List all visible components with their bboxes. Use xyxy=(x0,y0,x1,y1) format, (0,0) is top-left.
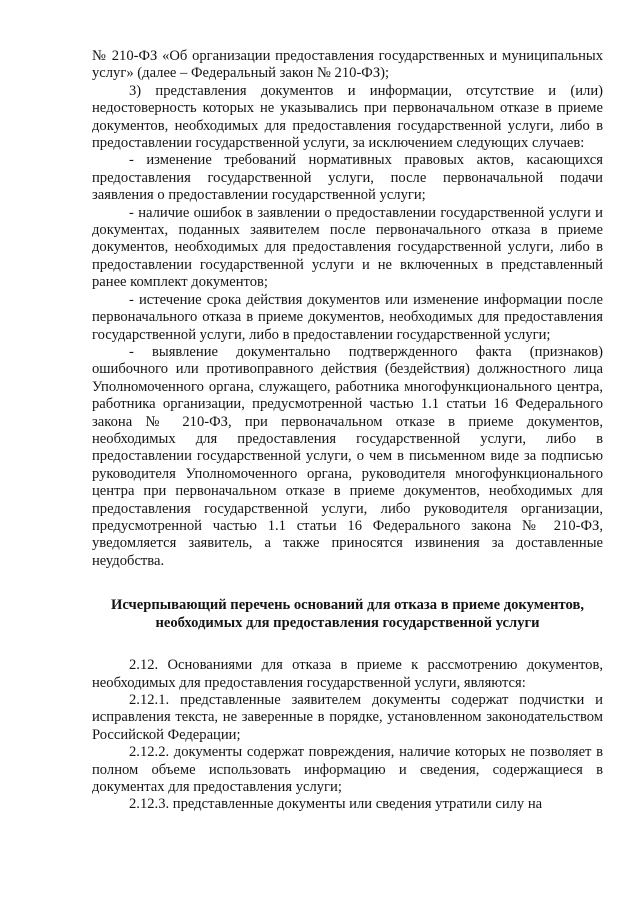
paragraph-item-3: 3) представления документов и информации, отсутствие и (или) недостоверность которых не указывались при первоначальном отказе в приеме документов, необходимых для предоставления государственной услуги, либо в предоставлении государственной услуги, за исключением следующих случаев: xyxy=(92,82,603,152)
paragraph-2-12-1: 2.12.1. представленные заявителем документы содержат подчистки и исправления текста, не заверенные в порядке, установленном законодательством Российской Федерации; xyxy=(92,692,603,743)
paragraph-2-12: 2.12. Основаниями для отказа в приеме к рассмотрению документов, необходимых для предоставления государственной услуги, являются: xyxy=(92,657,603,691)
document-body xyxy=(92,48,603,814)
paragraph-2-12-3: 2.12.3. представленные документы или сведения утратили силу на xyxy=(129,796,543,813)
spacer xyxy=(92,632,603,657)
paragraph-exception-wrongful-action: - выявление документально подтвержденного факта (признаков) ошибочного или противоправного действия (бездействия) должностного лица Уполномоченного органа, служащего, работника многофункционального центра, работника организации, предусмотренной частью 1.1 статьи 16 Федерального закона № 210-ФЗ, при первоначальном отказе в приеме документов, необходимых для предоставления государственной услуги, либо в предоставлении государственной услуги, о чем в письменном виде за подписью руководителя Уполномоченного органа, руководителя многофункционального центра при первоначальном отказе в приеме документов, необходимых для предоставления государственной услуги, либо руководителя организации, предусмотренной частью 1.1 статьи 16 Федерального закона № 210-ФЗ, уведомляется заявитель, а также приносятся извинения за доставленные неудобства. xyxy=(92,343,603,569)
paragraph-exception-expiration: - истечение срока действия документов или изменение информации после первоначального отказа в приеме документов, необходимых для предоставления государственной услуги, либо в предоставлении государственной услуги; xyxy=(92,291,603,343)
paragraph-2-12-2: 2.12.2. документы содержат повреждения, наличие которых не позволяет в полном объеме использовать информацию и сведения, содержащиеся в документах для предоставления услуги; xyxy=(92,744,603,796)
paragraph-exception-requirements-change: - изменение требований нормативных правовых актов, касающихся предоставления государственной услуги, после первоначальной подачи заявления о предоставлении государственной услуги; xyxy=(92,152,603,204)
paragraph-law-reference: № 210-ФЗ «Об организации предоставления государственных и муниципальных услуг» (далее – Федеральный закон № 210-ФЗ); xyxy=(92,48,603,82)
section-heading: Исчерпывающий перечень оснований для отказа в приеме документов, необходимых для предоставления государственной услуги xyxy=(111,597,584,632)
paragraph-exception-errors: - наличие ошибок в заявлении о предоставлении государственной услуги и документах, поданных заявителем после первоначального отказа в приеме документов, необходимых для предоставления государственной услуги, либо в предоставлении государственной услуги и не включенных в представленный ранее комплект документов; xyxy=(92,204,603,291)
